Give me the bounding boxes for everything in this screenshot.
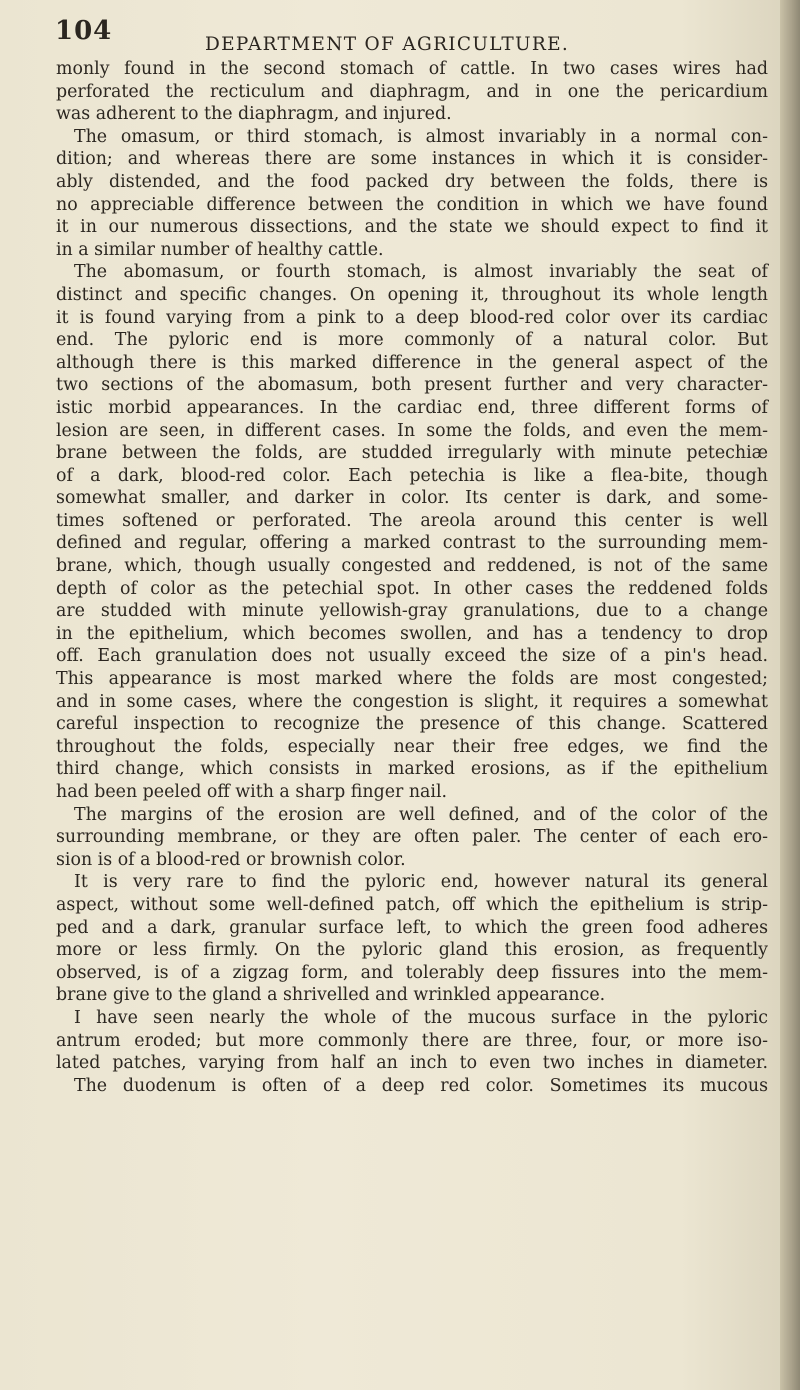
text-line: in the epithelium, which becomes swollen, and has a tendency to drop <box>56 623 768 644</box>
text-line: lesion are seen, in different cases. In some the folds, and even the mem- <box>56 420 768 441</box>
text-line: no appreciable difference between the condition in which we have found <box>56 194 768 215</box>
text-line: monly found in the second stomach of cattle. In two cases wires had <box>56 59 768 79</box>
text-line: ped and a dark, granular surface left, to which the green food adheres <box>56 917 768 938</box>
page-header <box>55 16 775 56</box>
text-line: brane between the folds, are studded irregularly with minute petechiæ <box>56 443 768 464</box>
text-line: in a similar number of healthy cattle. <box>56 239 384 260</box>
text-line: distinct and specific changes. On opening it, throughout its whole length <box>56 284 768 305</box>
text-line: depth of color as the petechial spot. In other cases the reddened folds <box>56 578 768 599</box>
text-line: istic morbid appearances. In the cardiac end, three different forms of <box>56 397 768 418</box>
text-line: times softened or perforated. The areola around this center is well <box>56 510 768 531</box>
text-line: The margins of the erosion are well defined, and of the color of the <box>74 804 768 825</box>
text-line: I have seen nearly the whole of the mucous surface in the pyloric <box>74 1007 768 1028</box>
text-line: somewhat smaller, and darker in color. Its center is dark, and some- <box>56 488 768 509</box>
text-line: it is found varying from a pink to a deep blood-red color over its cardiac <box>56 307 768 328</box>
text-line: was adherent to the diaphragm, and injured. <box>56 104 452 125</box>
text-line: The duodenum is often of a deep red color. Sometimes its mucous <box>74 1075 768 1096</box>
text-line: brane give to the gland a shrivelled and wrinkled appearance. <box>56 985 606 1006</box>
text-line: are studded with minute yellowish-gray granulations, due to a change <box>56 601 768 622</box>
text-line: third change, which consists in marked erosions, as if the epithelium <box>56 759 768 780</box>
text-line: two sections of the abomasum, both present further and very character- <box>56 375 768 396</box>
text-line: sion is of a blood-red or brownish color. <box>56 849 406 870</box>
text-line: defined and regular, offering a marked contrast to the surrounding mem- <box>56 533 768 554</box>
text-line: The omasum, or third stomach, is almost invariably in a normal con- <box>74 126 768 147</box>
text-line: throughout the folds, especially near their free edges, we find the <box>56 736 768 757</box>
text-line: brane, which, though usually congested and reddened, is not of the same <box>56 556 768 577</box>
text-line: although there is this marked difference in the general aspect of the <box>56 352 768 373</box>
text-line: aspect, without some well-defined patch, off which the epithelium is strip- <box>56 894 768 915</box>
text-line: of a dark, blood-red color. Each petechia is like a flea-bite, though <box>56 465 768 486</box>
text-line: surrounding membrane, or they are often paler. The center of each ero- <box>56 827 768 848</box>
text-line: and in some cases, where the congestion is slight, it requires a somewhat <box>56 691 768 712</box>
text-line: This appearance is most marked where the folds are most congested; <box>56 669 768 690</box>
text-line: It is very rare to find the pyloric end, however natural its general <box>74 872 768 893</box>
page-number: 104 <box>55 16 113 46</box>
text-line: observed, is of a zigzag form, and tolerably deep fissures into the mem- <box>56 962 768 983</box>
text-line: antrum eroded; but more commonly there are three, four, or more iso- <box>56 1030 768 1051</box>
running-head: DEPARTMENT OF AGRICULTURE. <box>205 34 570 55</box>
text-line: end. The pyloric end is more commonly of a natural color. But <box>56 330 768 351</box>
text-line: lated patches, varying from half an inch to even two inches in diameter. <box>56 1053 768 1074</box>
page-edge <box>780 0 800 1390</box>
text-line: it in our numerous dissections, and the state we should expect to find it <box>56 217 768 238</box>
text-line: off. Each granulation does not usually exceed the size of a pin's head. <box>56 646 768 667</box>
text-line: The abomasum, or fourth stomach, is almost invariably the seat of <box>74 262 768 283</box>
text-line: more or less firmly. On the pyloric gland this erosion, as frequently <box>56 940 768 961</box>
text-line: perforated the recticulum and diaphragm, and in one the pericardium <box>56 81 768 102</box>
text-line: ably distended, and the food packed dry between the folds, there is <box>56 171 768 192</box>
body-text <box>56 58 768 1097</box>
text-line: dition; and whereas there are some instances in which it is consider- <box>56 149 768 170</box>
text-line: careful inspection to recognize the presence of this change. Scattered <box>56 714 768 735</box>
text-line: had been peeled off with a sharp finger nail. <box>56 782 448 802</box>
